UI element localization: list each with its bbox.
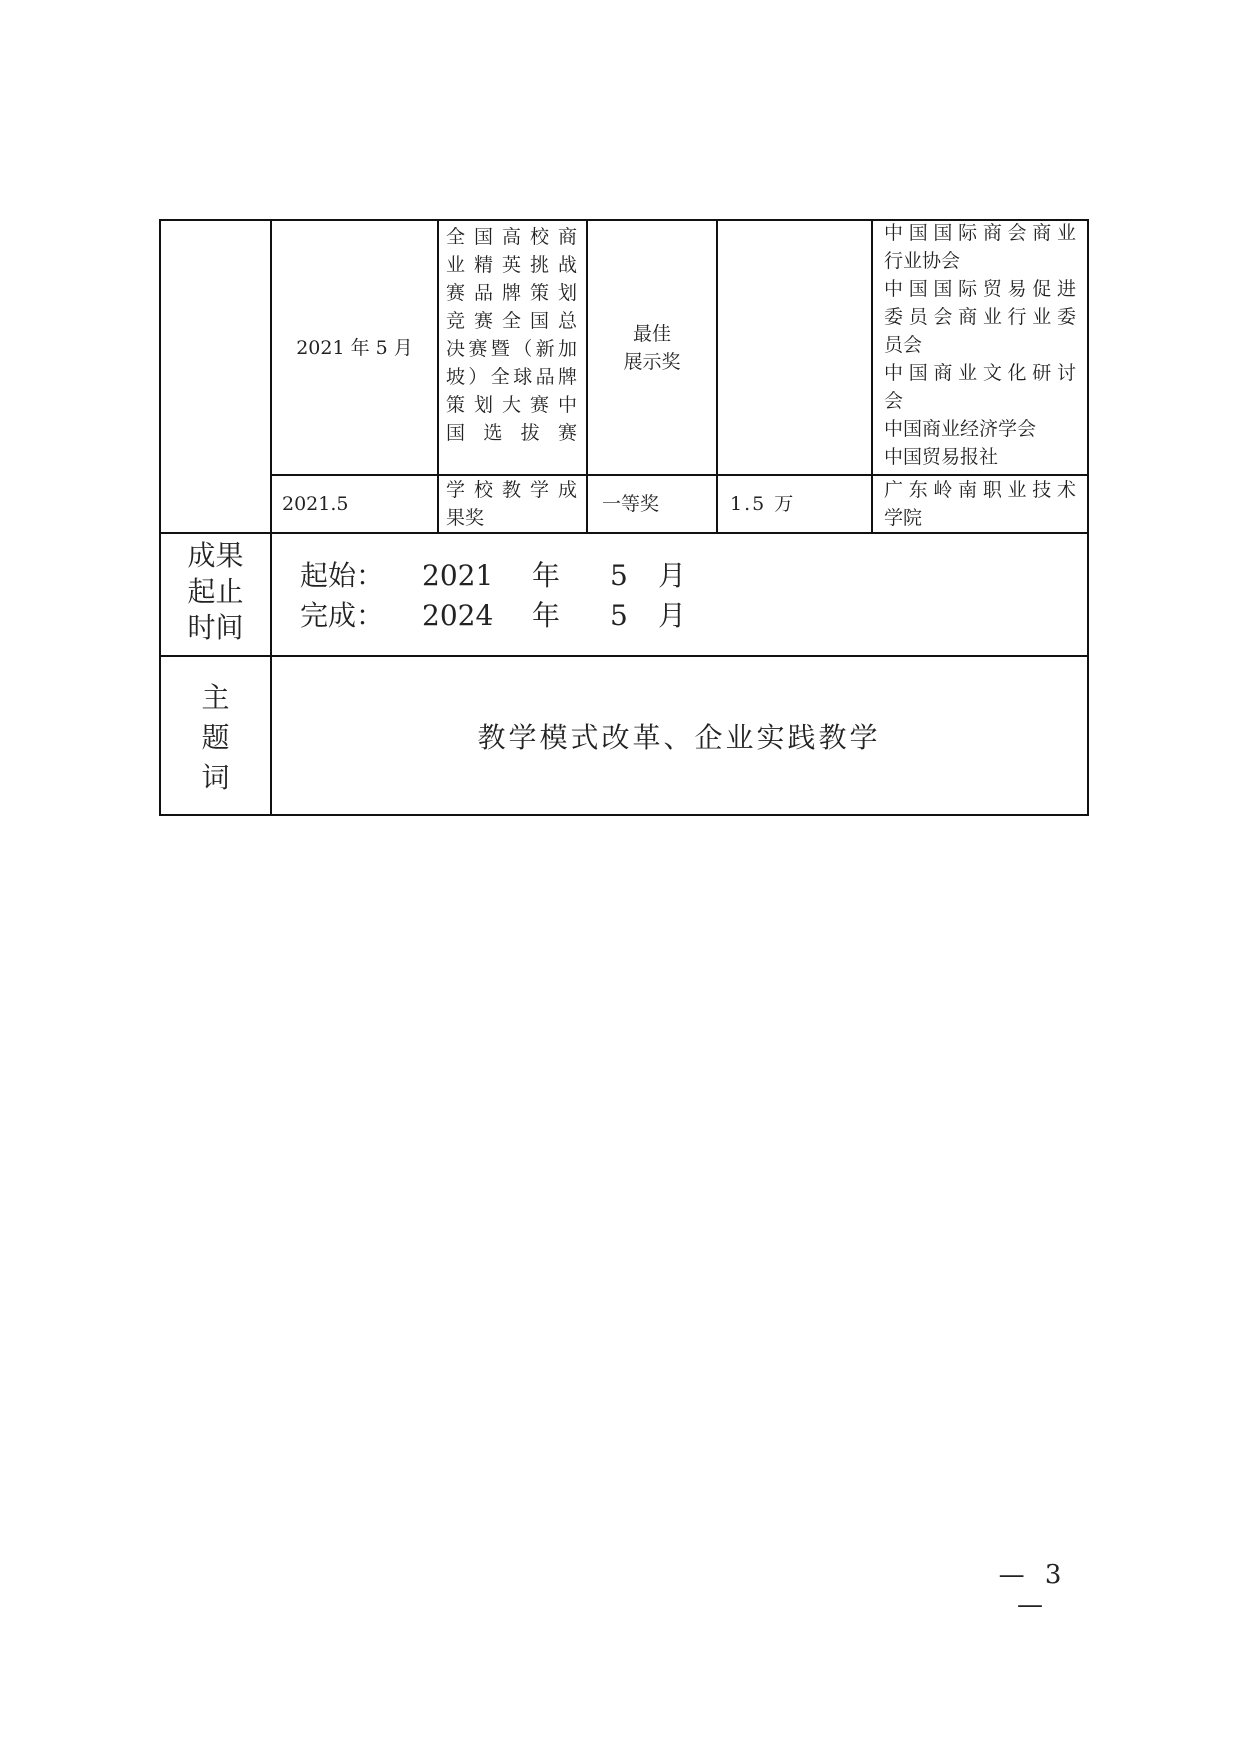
keywords-label-line: 词 — [201, 761, 230, 794]
award-date: 2021 年 5 月 — [296, 336, 413, 359]
organizer-line: 中国国际商会商业 — [884, 222, 1076, 244]
award-name — [446, 476, 577, 532]
organizer-line: 广东岭南职业技术 — [884, 479, 1076, 501]
duration-label — [161, 538, 270, 646]
start-month: 5 — [610, 559, 628, 592]
start-label: 起始： — [300, 559, 385, 592]
grid-line — [437, 219, 439, 534]
keywords-value: 教学模式改革、企业实践教学 — [477, 721, 881, 754]
start-year-unit: 年 — [532, 559, 561, 592]
organizer-line: 会 — [884, 390, 904, 412]
end-month: 5 — [610, 599, 628, 632]
start-month-unit: 月 — [658, 559, 687, 592]
award-organizer — [884, 219, 1076, 474]
grid-line — [159, 655, 1089, 657]
award-name-line: 业精英挑战 — [446, 254, 577, 276]
award-level-line: 展示奖 — [623, 350, 681, 373]
duration-label-line: 时间 — [187, 611, 244, 644]
duration-label-line: 成果 — [187, 539, 244, 572]
award-level-line: 最佳 — [632, 322, 671, 345]
start-date — [300, 556, 720, 596]
organizer-line: 中国贸易报社 — [884, 446, 999, 468]
award-name-line: 赛品牌策划 — [446, 282, 577, 304]
start-year: 2021 — [422, 559, 494, 592]
organizer-line: 中国商业经济学会 — [884, 418, 1037, 440]
award-organizer — [884, 476, 1076, 532]
organizer-line: 中国国际贸易促进 — [884, 278, 1076, 300]
award-amount — [718, 221, 871, 474]
keywords-label-line: 题 — [201, 721, 230, 754]
organizer-line: 委员会商业行业委 — [884, 306, 1076, 328]
award-level: 一等奖 — [602, 493, 660, 515]
grid-line — [871, 219, 873, 534]
award-name-line: 国选拔赛 — [446, 422, 577, 444]
duration-label-line: 起止 — [187, 575, 244, 608]
award-amount: 1.5 万 — [730, 493, 796, 515]
end-year-unit: 年 — [532, 599, 561, 632]
keywords-label-line: 主 — [201, 681, 230, 714]
award-level — [588, 221, 716, 474]
award-date: 2021.5 — [282, 493, 349, 515]
award-name — [446, 223, 577, 473]
grid-line — [159, 532, 1089, 534]
organizer-line: 员会 — [884, 334, 923, 356]
page-number: — 3 — — [998, 1560, 1068, 1620]
award-name-line: 果奖 — [446, 507, 485, 529]
organizer-line: 学院 — [884, 507, 923, 529]
end-label: 完成： — [300, 599, 385, 632]
award-name-line: 学校教学成 — [446, 479, 577, 501]
award-name-line: 决赛暨（新加 — [446, 338, 577, 360]
organizer-line: 中国商业文化研讨 — [884, 362, 1076, 384]
award-name-line: 坡）全球品牌 — [446, 366, 577, 388]
award-name-line: 策划大赛中 — [446, 394, 577, 416]
award-name-line: 竞赛全国总 — [446, 310, 577, 332]
end-year: 2024 — [422, 599, 494, 632]
end-month-unit: 月 — [658, 599, 687, 632]
keywords-label — [161, 678, 270, 798]
award-name-line: 全国高校商 — [446, 226, 577, 248]
end-date — [300, 596, 720, 636]
organizer-line: 行业协会 — [884, 250, 961, 272]
